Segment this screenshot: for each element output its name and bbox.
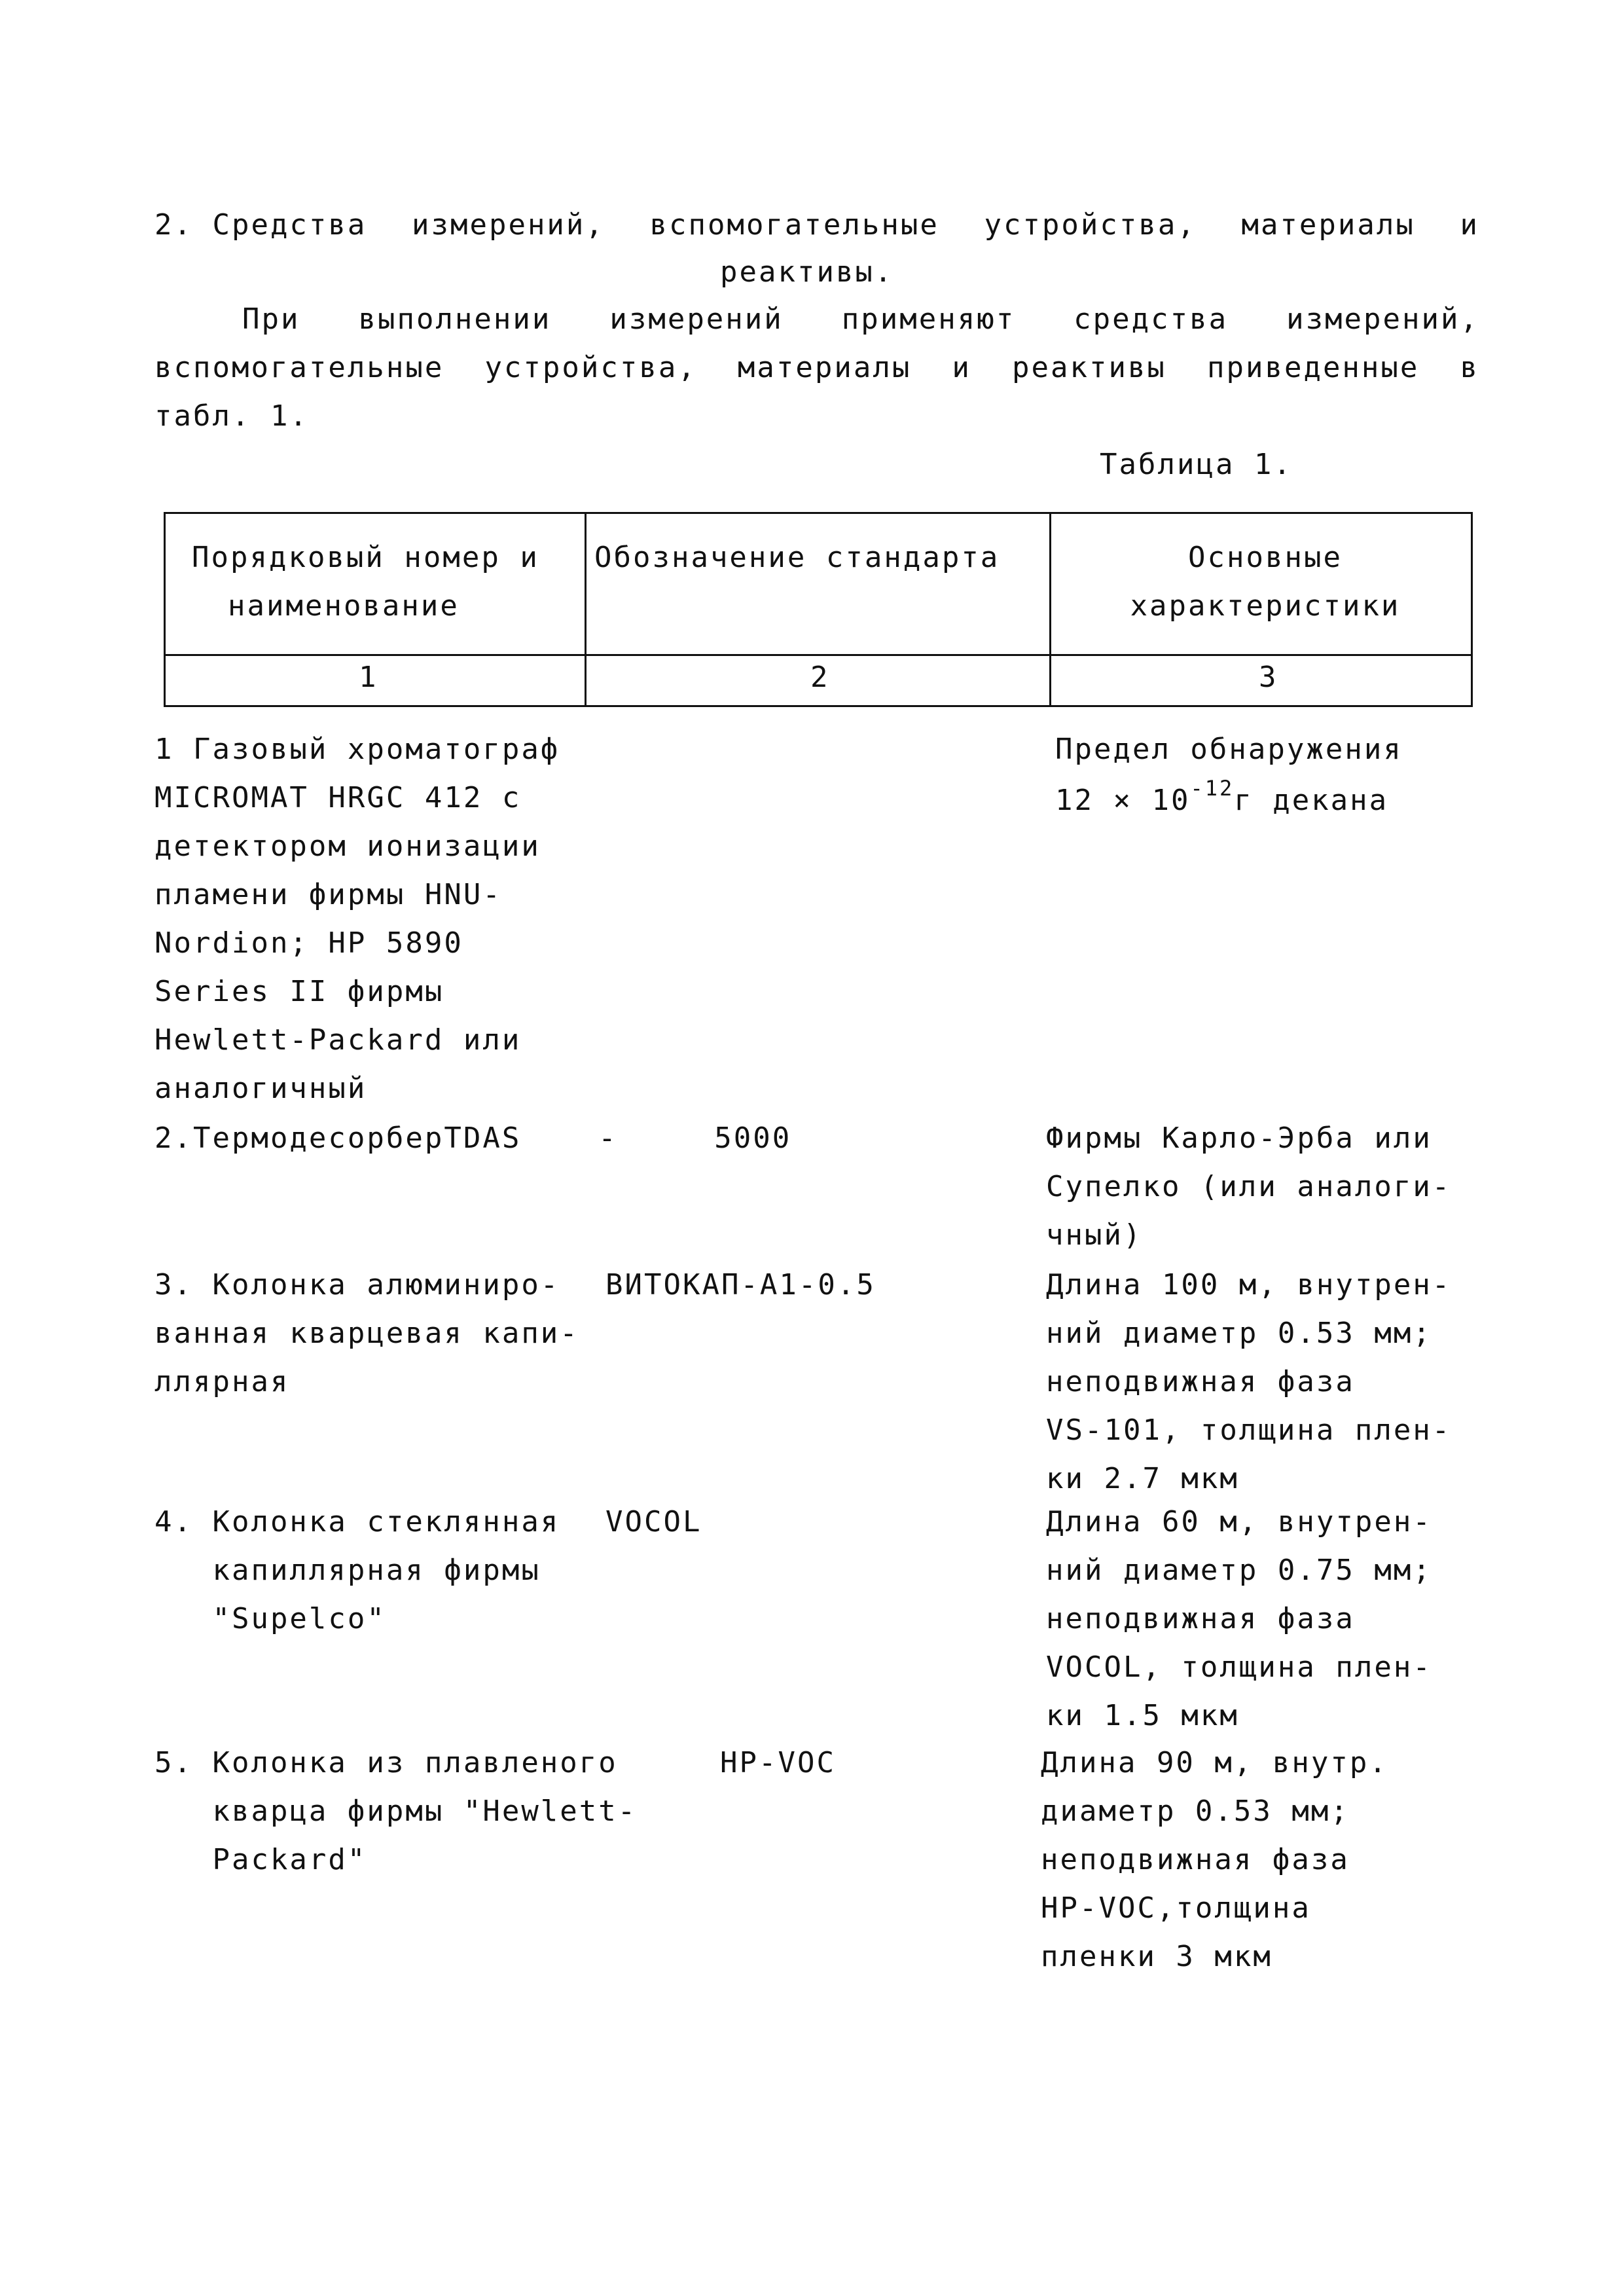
heading-word: и	[1460, 208, 1479, 242]
text-line: неподвижная фаза	[1046, 1602, 1355, 1635]
item-name	[154, 1498, 560, 1643]
paragraph-line-1	[242, 302, 1479, 336]
text-line: 4. Колонка стеклянная	[154, 1505, 560, 1539]
section-heading-line2: реактивы.	[720, 255, 894, 289]
item-characteristics	[1046, 1114, 1451, 1260]
text-line: HP-VOC,толщина	[1041, 1891, 1311, 1925]
column-number: 1	[359, 661, 376, 694]
text-line: аналогичный	[154, 1072, 367, 1105]
para-word: в	[1460, 351, 1479, 384]
text-line: капиллярная фирмы	[154, 1554, 541, 1587]
table-header	[164, 512, 1473, 707]
text-line: HP-VOC	[720, 1746, 836, 1779]
text-line: пленки 3 мкм	[1041, 1940, 1272, 1973]
text-line: ВИТОКАП-А1-0.5	[605, 1268, 876, 1302]
text-line: пламени фирмы HNU-	[154, 878, 502, 911]
para-word: измерений	[609, 302, 784, 336]
text-line: VS-101, толщина плен-	[1046, 1413, 1452, 1447]
text-line: 5. Колонка из плавленого	[154, 1746, 618, 1779]
text-line: Длина 100 м, внутрен-	[1046, 1268, 1452, 1302]
text-line: Длина 60 м, внутрен-	[1046, 1505, 1432, 1539]
text-line: диаметр 0.53 мм;	[1041, 1795, 1350, 1828]
column-divider	[585, 514, 586, 705]
text-line: ванная кварцевая капи-	[154, 1317, 579, 1350]
para-word: материалы	[737, 351, 912, 384]
column-number: 3	[1259, 661, 1276, 694]
text-line	[1055, 776, 1403, 825]
heading-word: материалы	[1241, 208, 1415, 242]
text-line: ки 2.7 мкм	[1046, 1462, 1239, 1495]
text-line: "Supelco"	[154, 1602, 386, 1635]
item-standard	[720, 1739, 836, 1787]
text-line: Длина 90 м, внутр.	[1041, 1746, 1388, 1779]
header-cell-2	[594, 534, 1000, 582]
item-characteristics	[1055, 725, 1403, 825]
para-word: применяют	[841, 302, 1016, 336]
para-word: вспомогательные	[154, 351, 444, 384]
item-standard	[605, 1498, 702, 1546]
column-number: 2	[810, 661, 828, 694]
text-line: 2.ТермодесорберTDAS - 5000	[154, 1121, 792, 1155]
text-line: Предел обнаружения	[1055, 733, 1403, 766]
item-standard	[605, 1261, 876, 1309]
header-text: Основные	[1188, 541, 1343, 574]
para-word: выполнении	[358, 302, 552, 336]
text-line: неподвижная фаза	[1041, 1843, 1350, 1876]
para-word: средства	[1074, 302, 1229, 336]
para-word: При	[242, 302, 300, 336]
item-name	[154, 1739, 637, 1884]
item-characteristics	[1046, 1498, 1432, 1740]
item-characteristics	[1041, 1739, 1388, 1981]
header-text: Обозначение стандарта	[594, 541, 1000, 574]
text-line: ний диаметр 0.53 мм;	[1046, 1317, 1432, 1350]
header-text: наименование	[228, 589, 460, 623]
heading-word: вспомогательные	[649, 208, 939, 242]
item-name	[154, 1114, 791, 1163]
header-cell-3	[1056, 534, 1475, 630]
text-line: Hewlett-Packard или	[154, 1023, 522, 1057]
detection-limit-unit: г декана	[1234, 784, 1389, 817]
text-line: неподвижная фаза	[1046, 1365, 1355, 1398]
header-text: Порядковый номер и	[192, 541, 539, 574]
text-line: ллярная	[154, 1365, 290, 1398]
text-line: VOCOL	[605, 1505, 702, 1539]
detection-limit-base: 12 × 10	[1055, 784, 1191, 817]
text-line: Series II фирмы	[154, 975, 444, 1008]
table-caption: Таблица 1.	[1100, 448, 1293, 481]
heading-word: 2. Средства	[154, 208, 367, 242]
para-word: измерений,	[1286, 302, 1479, 336]
text-line: 3. Колонка алюминиро-	[154, 1268, 560, 1302]
detection-limit-exponent: -12	[1190, 776, 1235, 801]
text-line: VOCOL, толщина плен-	[1046, 1650, 1432, 1684]
paragraph-line-3: табл. 1.	[154, 399, 309, 433]
para-word: приведенные	[1207, 351, 1420, 384]
text-line: ний диаметр 0.75 мм;	[1046, 1554, 1432, 1587]
text-line: Фирмы Карло-Эрба или	[1046, 1121, 1432, 1155]
header-cell-1	[192, 534, 539, 630]
para-word: и	[952, 351, 971, 384]
text-line: чный)	[1046, 1218, 1143, 1252]
text-line: ки 1.5 мкм	[1046, 1699, 1239, 1732]
column-divider	[1049, 514, 1051, 705]
heading-word: измерений,	[412, 208, 605, 242]
item-name	[154, 1261, 579, 1406]
section-heading	[154, 208, 1479, 242]
heading-word: устройства,	[984, 208, 1197, 242]
item-characteristics	[1046, 1261, 1451, 1503]
header-divider	[166, 654, 1471, 656]
text-line: детектором ионизации	[154, 829, 541, 863]
paragraph-line-2	[154, 351, 1479, 384]
item-name	[154, 725, 560, 1113]
text-line: MICROMAT HRGC 412 с	[154, 781, 522, 814]
para-word: реактивы	[1012, 351, 1166, 384]
text-line: Супелко (или аналоги-	[1046, 1170, 1452, 1203]
text-line: Nordion; HP 5890	[154, 926, 463, 960]
para-word: устройства,	[484, 351, 697, 384]
header-text: характеристики	[1130, 589, 1401, 623]
text-line: Packard"	[154, 1843, 367, 1876]
text-line: 1 Газовый хроматограф	[154, 733, 560, 766]
text-line: кварца фирмы "Hewlett-	[154, 1795, 638, 1828]
